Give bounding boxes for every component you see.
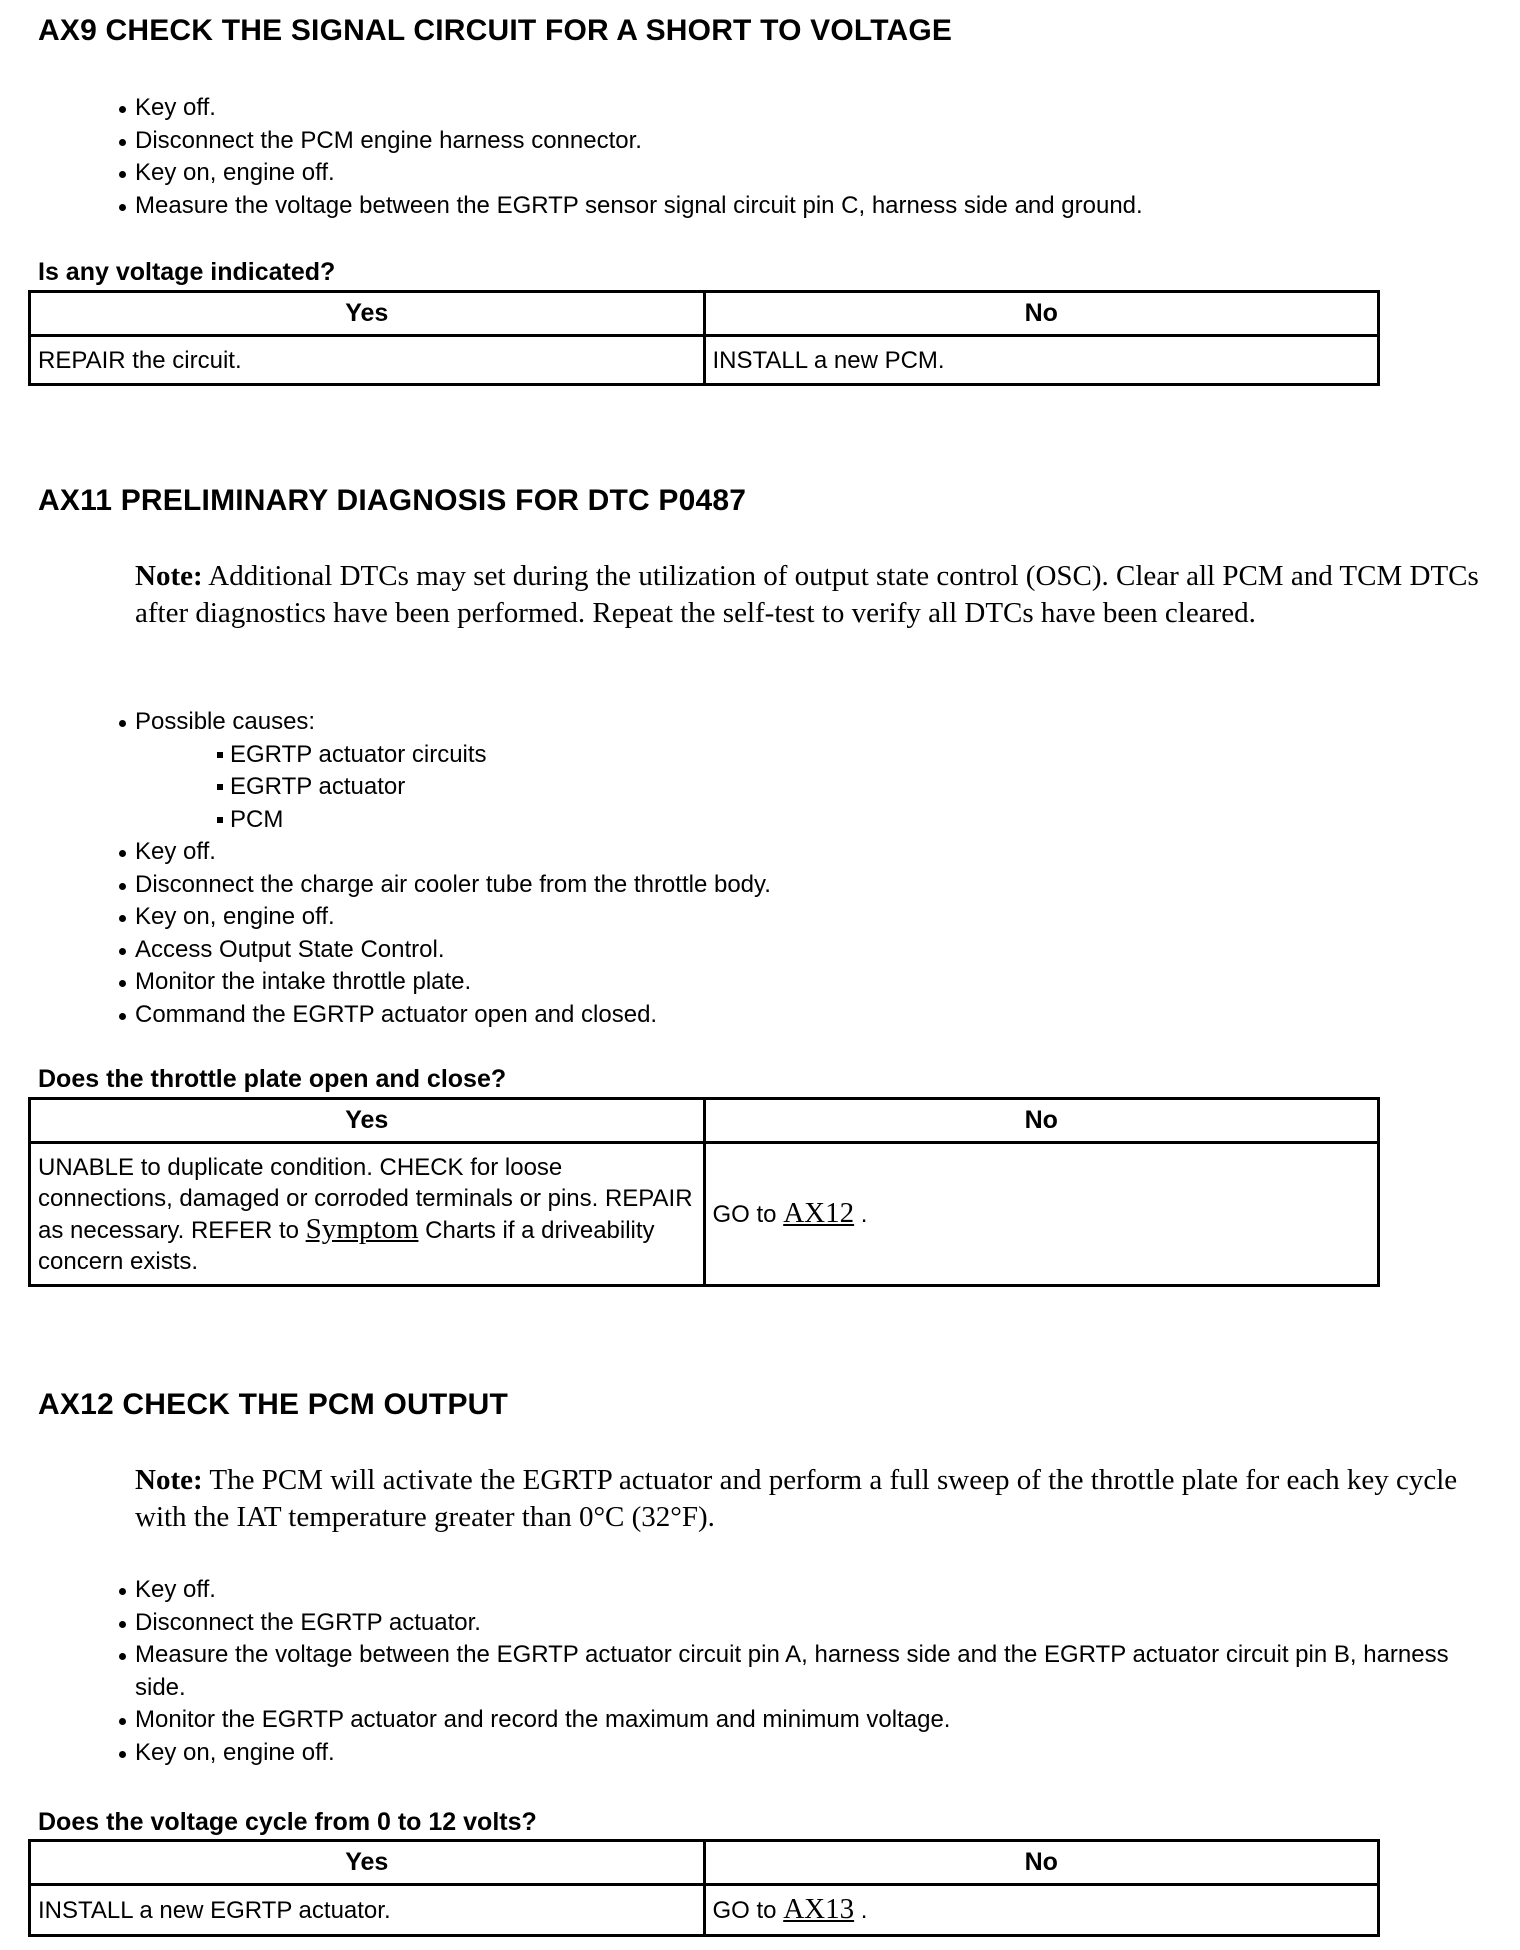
- no-text: GO to: [712, 1201, 784, 1228]
- yes-header: Yes: [30, 292, 705, 336]
- note-text: The PCM will activate the EGRTP actuator and perform a full sweep of the throttle plate for each key cycle with the IAT temperature greater than 0°C (32°F).: [135, 1464, 1458, 1533]
- ax12-answer-table: [28, 1839, 1380, 1937]
- no-text-end: .: [854, 1201, 868, 1228]
- list-item: Measure the voltage between the EGRTP actuator circuit pin A, harness side and the EGRTP actuator circuit pin B, harness side.: [118, 1639, 1483, 1704]
- list-item: [118, 706, 771, 836]
- ax9-question: Is any voltage indicated?: [38, 258, 336, 286]
- possible-causes-label: Possible causes:: [135, 708, 316, 735]
- list-item: Key off.: [118, 836, 771, 869]
- note-label: Note:: [135, 560, 203, 592]
- list-item: Command the EGRTP actuator open and closed.: [118, 999, 771, 1032]
- ax9-yes-cell: REPAIR the circuit.: [30, 336, 705, 385]
- no-header: No: [704, 292, 1379, 336]
- no-text: GO to: [712, 1897, 784, 1924]
- ax9-steps: [118, 92, 1143, 222]
- yes-text-end: Charts if a driveability concern exists.: [38, 1216, 655, 1275]
- yes-text: UNABLE to duplicate condition. CHECK for loose connections, damaged or corroded terminals or pins. REPAIR as necessary. REFER to: [38, 1153, 693, 1244]
- list-item: EGRTP actuator circuits: [215, 739, 771, 772]
- list-item: Disconnect the PCM engine harness connector.: [118, 125, 1143, 158]
- list-item: Monitor the intake throttle plate.: [118, 966, 771, 999]
- yes-header: Yes: [30, 1099, 705, 1143]
- yes-header: Yes: [30, 1841, 705, 1885]
- no-header: No: [704, 1841, 1379, 1885]
- list-item: Access Output State Control.: [118, 934, 771, 967]
- possible-causes-list: [135, 739, 771, 837]
- ax11-no-cell: [704, 1143, 1379, 1286]
- note-text: Additional DTCs may set during the utilization of output state control (OSC). Clear all PCM and TCM DTCs after diagnostics have been performed. Repeat the self-test to verify all DTCs have been cleared.: [135, 560, 1479, 629]
- ax11-yes-cell: [30, 1143, 705, 1286]
- no-header: No: [704, 1099, 1379, 1143]
- no-text-end: .: [854, 1897, 868, 1924]
- list-item: Key off.: [118, 1574, 1483, 1607]
- section-title-ax12: AX12 CHECK THE PCM OUTPUT: [38, 1388, 509, 1421]
- ax12-no-cell: [704, 1885, 1379, 1936]
- ax12-steps: [118, 1574, 1483, 1769]
- ax9-answer-table: [28, 290, 1380, 386]
- ax11-note: [135, 558, 1480, 632]
- list-item: Measure the voltage between the EGRTP sensor signal circuit pin C, harness side and ground.: [118, 190, 1143, 223]
- list-item: Key on, engine off.: [118, 1737, 1483, 1770]
- ax12-link[interactable]: AX12: [783, 1197, 855, 1229]
- list-item: PCM: [215, 804, 771, 837]
- ax11-steps: [118, 706, 771, 1031]
- ax12-note: [135, 1462, 1480, 1536]
- ax11-question: Does the throttle plate open and close?: [38, 1065, 507, 1093]
- ax12-question: Does the voltage cycle from 0 to 12 volts?: [38, 1808, 537, 1836]
- symptom-link[interactable]: Symptom: [305, 1212, 419, 1245]
- section-title-ax11: AX11 PRELIMINARY DIAGNOSIS FOR DTC P0487: [38, 484, 747, 517]
- list-item: Key on, engine off.: [118, 157, 1143, 190]
- section-title-ax9: AX9 CHECK THE SIGNAL CIRCUIT FOR A SHORT TO VOLTAGE: [38, 14, 953, 47]
- list-item: EGRTP actuator: [215, 771, 771, 804]
- ax9-no-cell: INSTALL a new PCM.: [704, 336, 1379, 385]
- list-item: Disconnect the charge air cooler tube from the throttle body.: [118, 869, 771, 902]
- list-item: Disconnect the EGRTP actuator.: [118, 1607, 1483, 1640]
- list-item: Key on, engine off.: [118, 901, 771, 934]
- note-label: Note:: [135, 1464, 203, 1496]
- ax12-yes-cell: INSTALL a new EGRTP actuator.: [30, 1885, 705, 1936]
- ax13-link[interactable]: AX13: [783, 1893, 855, 1925]
- list-item: Key off.: [118, 92, 1143, 125]
- ax11-answer-table: [28, 1097, 1380, 1287]
- list-item: Monitor the EGRTP actuator and record the maximum and minimum voltage.: [118, 1704, 1483, 1737]
